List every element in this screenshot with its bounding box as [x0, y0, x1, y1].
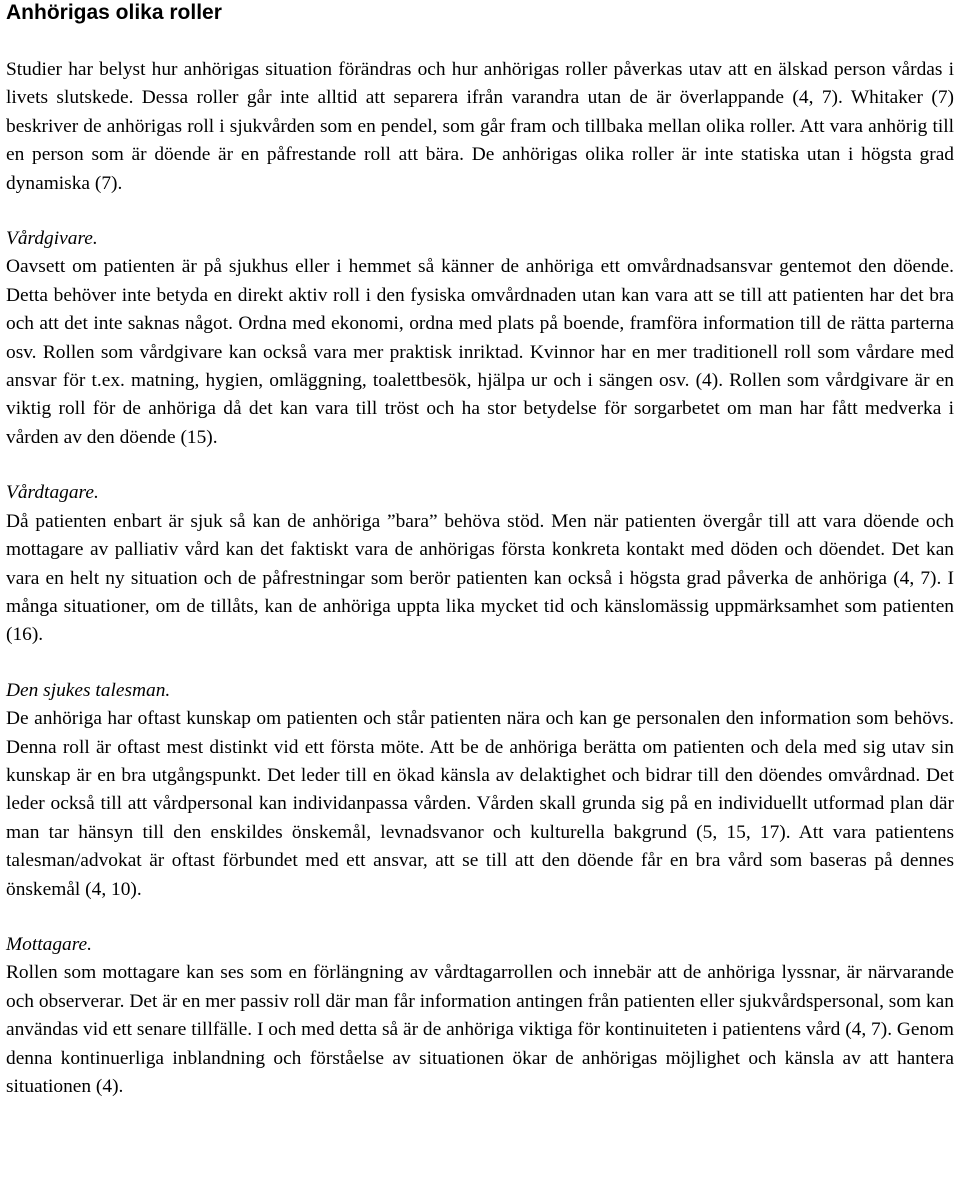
section-paragraph-talesman: De anhöriga har oftast kunskap om patienten och står patienten nära och kan ge personalen den information som behövs. Denna roll är oftast mest distinkt vid ett första möte. Att be de anhöriga berätta om patienten och dela med sig utav sin kunskap är en bra utgångspunkt. Det leder till en ökad känsla av delaktighet och bidrar till den döendes omvårdnad. Det leder också till att vårdpersonal kan individanpassa vården. Vården skall grunda sig på en individuellt utformad plan där man tar hänsyn till den enskildes önskemål, levnadsvanor och kulturella bakgrund (5, 15, 17). Att vara patientens talesman/advokat är oftast förbundet med ett ansvar, att se till att den döende får en bra vård som baseras på dennes önskemål (4, 10). [6, 708, 954, 900]
section-heading-vardtagare: Vårdtagare. [6, 482, 99, 504]
spacer [6, 198, 954, 225]
section-paragraph-vardgivare: Oavsett om patienten är på sjukhus eller i hemmet så känner de anhöriga ett omvårdnadsansvar gentemot den döende. Detta behöver inte betyda en direkt aktiv roll i den fysiska omvårdnaden utan kan vara att se till att patienten har det bra och att det inte saknas något. Ordna med ekonomi, ordna med plats på boende, framföra information till de rätta parterna osv. Rollen som vårdgivare kan också vara mer praktisk inriktad. Kvinnor har en mer traditionell roll som vårdare med ansvar för t.ex. matning, hygien, omläggning, toalettbesök, hjälpa ur och i sängen osv. (4). Rollen som vårdgivare är en viktig roll för de anhöriga då det kan vara till tröst och ha stor betydelse för sorgarbetet om man har fått medverka i vården av den döende (15). [6, 256, 954, 448]
intro-paragraph: Studier har belyst hur anhörigas situation förändras och hur anhörigas roller påverkas utav att en älskad person vårdas i livets slutskede. Dessa roller går inte alltid att separera ifrån varandra utan de är överlappande (4, 7). Whitaker (7) beskriver de anhörigas roll i sjukvården som en pendel, som går fram och tillbaka mellan olika roller. Att vara anhörig till en person som är döende är en påfrestande roll att bära. De anhörigas olika roller är inte statiska utan i högsta grad dynamiska (7). [6, 59, 954, 194]
section-heading-talesman: Den sjukes talesman. [6, 679, 171, 701]
section-paragraph-mottagare: Rollen som mottagare kan ses som en förlängning av vårdtagarrollen och innebär att de anhöriga lyssnar, är närvarande och observerar. Det är en mer passiv roll där man får information antingen från patienten eller sjukvårdspersonal, som kan användas vid ett senare tillfälle. I och med detta så är de anhöriga viktiga för kontinuiteten i patientens vård (4, 7). Genom denna kontinuerliga inblandning och förståelse av situationen ökar de anhörigas möjlighet och känsla av att hantera situationen (4). [6, 962, 954, 1097]
spacer [6, 452, 954, 479]
section-paragraph-vardtagare: Då patienten enbart är sjuk så kan de anhöriga ”bara” behöva stöd. Men när patienten övergår till att vara döende och mottagare av palliativ vård kan det faktiskt vara de anhörigas första konkreta kontakt med döden och döendet. Det kan vara en helt ny situation och de påfrestningar som berör patienten kan också i högsta grad påverka de anhöriga (4, 7). I många situationer, om de tillåts, kan de anhöriga uppta lika mycket tid och känslomässig uppmärksamhet som patienten (16). [6, 510, 954, 646]
section-heading-mottagare: Mottagare. [6, 933, 92, 955]
spacer [6, 26, 954, 56]
spacer [6, 904, 954, 931]
section-heading-vardgivare: Vårdgivare. [6, 228, 98, 250]
page-title: Anhörigas olika roller [6, 1, 222, 24]
spacer [6, 650, 954, 677]
